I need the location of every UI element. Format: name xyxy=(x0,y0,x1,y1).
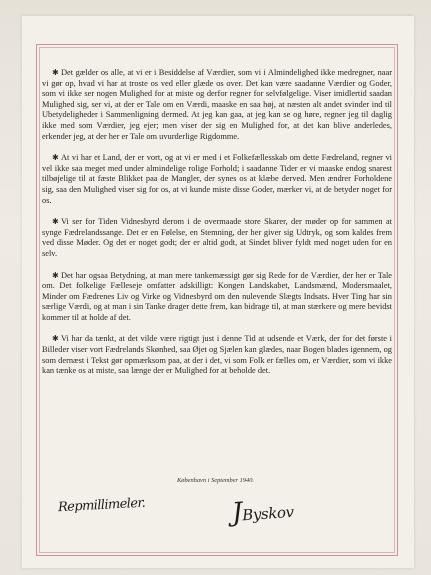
paragraph-1 xyxy=(42,68,392,142)
document-body xyxy=(42,68,392,388)
paragraph-5 xyxy=(42,334,392,376)
star-ornament-icon: ✱ xyxy=(52,153,59,163)
signature-initial: J xyxy=(231,497,244,529)
paragraph-text: Vi ser for Tiden Vidnesbyrd derom i de overmaade store Skarer, der møder op for sammen at synge Fædrelandssange. Det er en Følelse, en Stemning, der her giver sig Udtryk, og som kaldes frem ved disse Møder. Og det er noget godt; der er altid godt, at Sindet bliver fyldt med noget uden for en selv. xyxy=(42,217,392,258)
paragraph-text: Det har ogsaa Betydning, at man mere tankemæssigt gør sig Rede for de Værdier, der her er Tale om. Det folkelige Fælleseje omfatter adskilligt: Kongen Landskabet, Landsmænd, Modersmaalet, Minder om Fædrenes Liv og Virke og Vidnesbyrd om den nulevende Slægts Indsats. Hver Ting har sin særlige Værdi, og at man i sin Tanke drager dette frem, kan bidrage til, at man stærkere og mere bevidst kommer til at holde af det. xyxy=(42,270,392,322)
star-ornament-icon: ✱ xyxy=(52,68,59,77)
place-date: København i September 1940. xyxy=(176,477,255,484)
signature-left: Repmillimeler. xyxy=(57,495,146,516)
star-ornament-icon: ✱ xyxy=(52,334,59,344)
star-ornament-icon: ✱ xyxy=(52,270,59,280)
paragraph-2 xyxy=(42,153,392,206)
paragraph-text: Det gælder os alle, at vi er i Besiddelse af Værdier, som vi i Almindelighed ikke medregner, naar vi gør op, hvad vi har at troste os ved eller glæde os over. Det kan være saadanne Værdier og Goder, som vi ikke ser nogen Mulighed for at miste og derfor regner for selvfølgelige. Viser imidlertid saadan Mulighed sig, ser vi, at der er Tale om en Værdi, maaske en saa høj, at næsten alt andet svinder ind til Ubetydeligheder i Sammenligning dermed. At jeg kan gaa, at jeg kan se og høre, regner jeg til daglig ikke med som Værdier, jeg ejer; men viser der sig en Mulighed for, at det kan blive anderledes, erkender jeg, at der her er Tale om uvurderlige Rigdomme. xyxy=(42,68,392,141)
star-ornament-icon: ✱ xyxy=(52,217,59,227)
signature-surname: Byskov xyxy=(241,502,295,525)
signature-right xyxy=(231,494,294,528)
paragraph-4 xyxy=(42,271,392,324)
paragraph-text: At vi har et Land, der er vort, og at vi er med i et Folkefællesskab om dette Fædreland, regner vi vel ikke saa meget med under almindelige rolige Forhold; i saadanne Tider er vi maaske endog snarest tilbøjelige til at fæste Blikket paa de Mangler, der synes os at klæbe derved. Men ændrer Forholdene sig, saa den Mulighed viser sig for os, at vi kunde miste disse Goder, mærker vi, at de betyder noget for os. xyxy=(42,153,392,205)
paragraph-3 xyxy=(42,217,392,259)
paragraph-text: Vi har da tænkt, at det vilde være rigtigt just i denne Tid at udsende et Værk, der for det første i Billeder viser vort Fædrelands Skønhed, saa Øjet og Sjælen kan glædes, naar Bogen blades igennem, og som dernæst i Tekst gør opmærksom paa, at der i det, vi som Folk er fælles om, er Værdier, som vi ikke kan tænke os at miste, saa længe der er Mulighed for at beholde det. xyxy=(42,334,392,376)
